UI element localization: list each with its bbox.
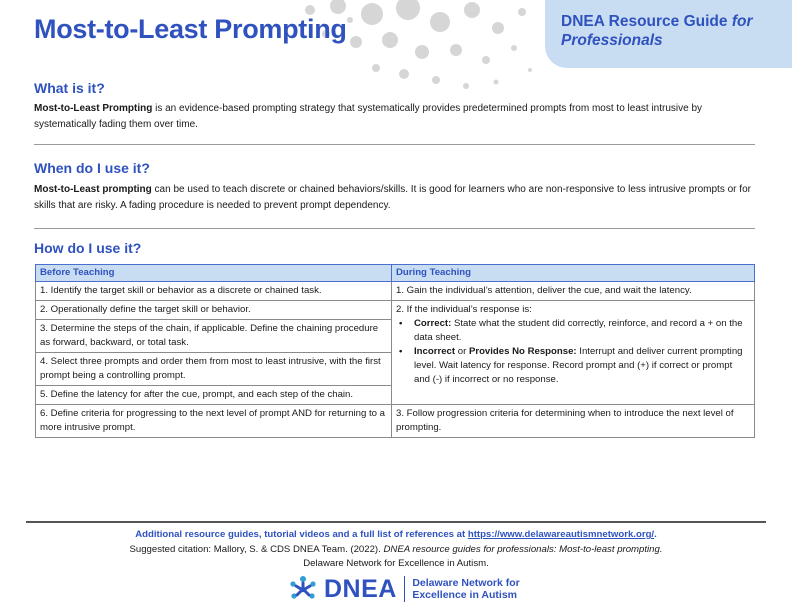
logo-separator [404,576,406,602]
before-step-2: 2. Operationally define the target skill or behavior. [36,301,392,320]
before-step-1: 1. Identify the target skill or behavior as a discrete or chained task. [36,282,392,301]
puzzle-person-icon [288,574,318,604]
table-header-row [36,265,755,282]
heading-when-to-use: When do I use it? [34,160,150,176]
logo-wordmark: DNEA [324,574,397,603]
resource-guide-badge [545,0,792,68]
before-step-6: 6. Define criteria for progressing to the next level of prompt AND for returning to a more intrusive prompt. [36,405,392,438]
footer-divider [26,521,766,523]
dnea-logo [288,574,520,604]
before-step-5: 5. Define the latency for after the cue, prompt, and each step of the chain. [36,386,392,405]
footer-citation: Suggested citation: Mallory, S. & CDS DNEA Team. (2022). DNEA resource guides for professionals: Most-to-least prompting. [129,544,663,555]
divider [34,228,755,229]
heading-what-is-it: What is it? [34,80,105,96]
before-step-3: 3. Determine the steps of the chain, if applicable. Define the chaining procedure as forward, backward, or total task. [36,320,392,353]
divider [34,144,755,145]
column-header-before: Before Teaching [36,265,392,282]
heading-how-to-use: How do I use it? [34,240,142,256]
during-step-3: 3. Follow progression criteria for determining when to introduce the next level of prompting. [392,405,755,438]
during-step-2: 2. If the individual’s response is: • Correct: State what the student did correctly, reinforce, and record a + on the data sheet. • Incorrect or Provides No Response: Interrupt and deliver current prompting level. Wait latency for response. Record prompt and (+) if correct or prompt and (-) if incorrect or no response. [392,301,755,405]
guide-line-2: Professionals [561,32,663,49]
list-item-incorrect: • Incorrect or Provides No Response: Interrupt and deliver current prompting level. Wait latency for response. Record prompt and (+) if correct or prompt and (-) if incorrect or no response. [396,345,750,387]
footer-org: Delaware Network for Excellence in Autism. [303,558,489,569]
list-item-correct: • Correct: State what the student did correctly, reinforce, and record a + on the data sheet. [396,317,750,345]
footer-resources: Additional resource guides, tutorial videos and a full list of references at https://www.delawareautismnetwork.org/. [135,529,657,540]
resources-link[interactable]: https://www.delawareautismnetwork.org/ [467,529,655,540]
table-row [36,405,755,438]
before-step-4: 4. Select three prompts and order them from most to least intrusive, with the first prompt being a controlling prompt. [36,353,392,386]
table-row [36,301,755,320]
table-row [36,282,755,301]
when-paragraph: Most-to-Least prompting can be used to teach discrete or chained behaviors/skills. It is good for learners who are non-responsive to less intrusive prompts or for skills that are risky. A fading procedure is needed to prevent prompt dependency. [34,184,751,211]
response-list [396,317,750,387]
column-header-during: During Teaching [392,265,755,282]
during-step-1: 1. Gain the individual’s attention, deliver the cue, and wait the latency. [392,282,755,301]
page-title: Most-to-Least Prompting [34,14,347,44]
what-paragraph: Most-to-Least Prompting is an evidence-based prompting strategy that systematically provides predetermined prompts from most to least intrusive by systematically fading them over time. [34,103,703,130]
guide-line-1: DNEA Resource Guide for [561,13,753,30]
logo-tagline: Delaware Network for Excellence in Autism [412,577,520,601]
steps-table [35,264,755,438]
